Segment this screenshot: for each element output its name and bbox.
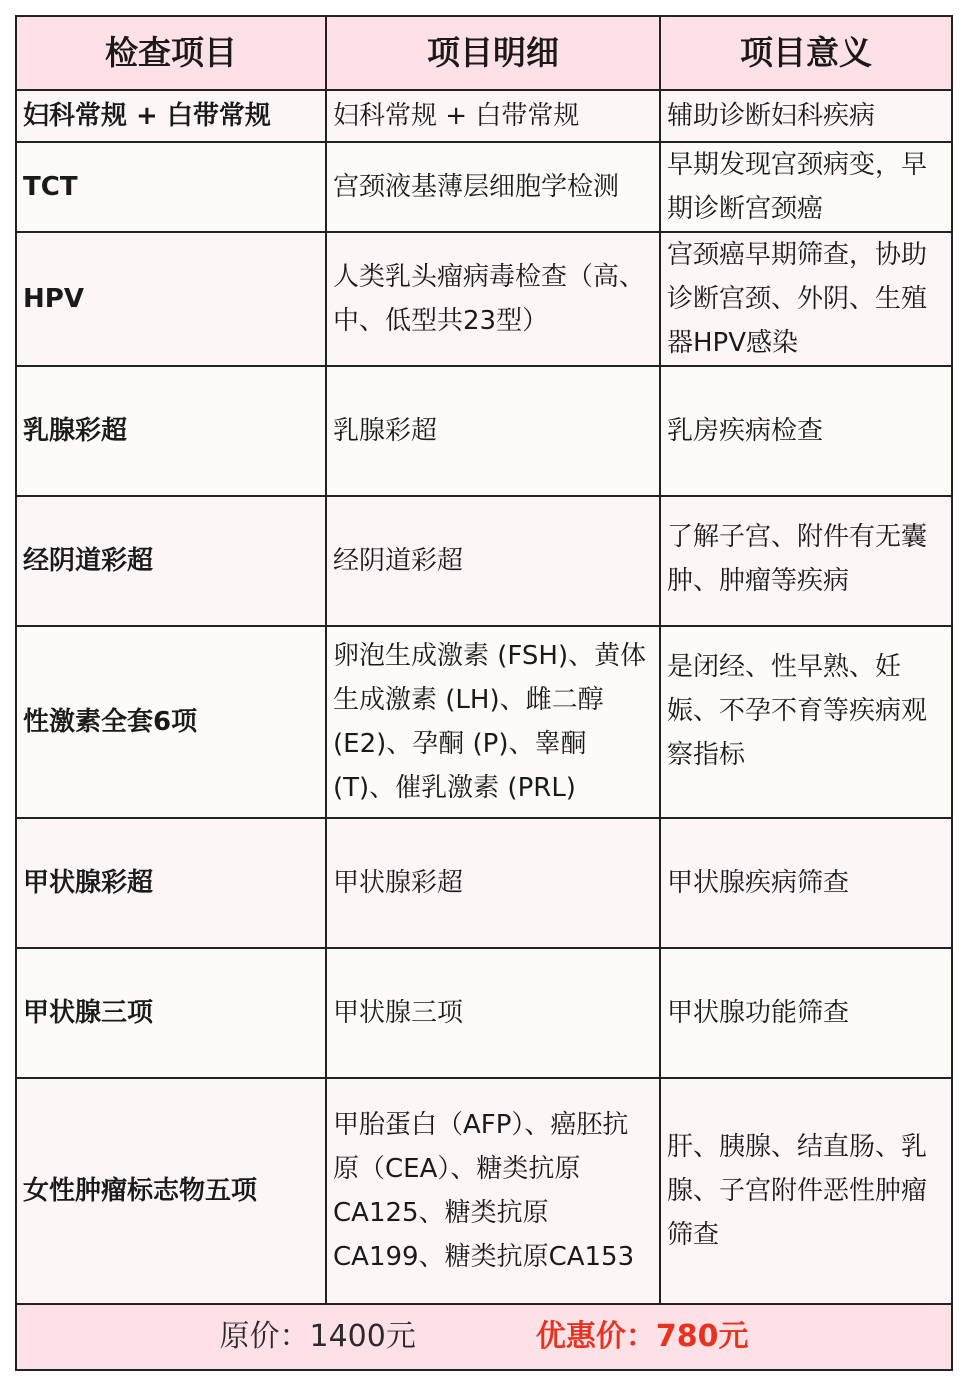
item-name: 乳腺彩超 — [16, 366, 326, 496]
item-name: 经阴道彩超 — [16, 496, 326, 626]
table-row — [16, 948, 952, 1078]
header-meaning: 项目意义 — [660, 16, 952, 90]
original-price: 原价：1400元 — [219, 1319, 416, 1354]
table-row — [16, 626, 952, 818]
item-meaning: 是闭经、性早熟、妊娠、不孕不育等疾病观察指标 — [660, 626, 952, 818]
item-detail: 宫颈液基薄层细胞学检测 — [326, 142, 660, 232]
item-name: TCT — [16, 142, 326, 232]
table-row — [16, 142, 952, 232]
table-row — [16, 496, 952, 626]
header-row — [16, 16, 952, 90]
item-name: 女性肿瘤标志物五项 — [16, 1078, 326, 1304]
price-cell — [16, 1304, 952, 1370]
header-detail: 项目明细 — [326, 16, 660, 90]
item-name: 性激素全套6项 — [16, 626, 326, 818]
table-row — [16, 232, 952, 366]
table-row — [16, 90, 952, 142]
price-row — [16, 1304, 952, 1370]
item-meaning: 甲状腺疾病筛查 — [660, 818, 952, 948]
item-detail: 乳腺彩超 — [326, 366, 660, 496]
item-meaning: 辅助诊断妇科疾病 — [660, 90, 952, 142]
item-meaning: 了解子宫、附件有无囊肿、肿瘤等疾病 — [660, 496, 952, 626]
item-detail: 经阴道彩超 — [326, 496, 660, 626]
item-detail: 卵泡生成激素 (FSH)、黄体生成激素 (LH)、雌二醇 (E2)、孕酮 (P)、睾酮 (T)、催乳激素 (PRL) — [326, 626, 660, 818]
item-meaning: 乳房疾病检查 — [660, 366, 952, 496]
item-detail: 甲状腺三项 — [326, 948, 660, 1078]
item-meaning: 肝、胰腺、结直肠、乳腺、子宫附件恶性肿瘤筛查 — [660, 1078, 952, 1304]
table-row — [16, 366, 952, 496]
table-row — [16, 818, 952, 948]
item-name: 甲状腺三项 — [16, 948, 326, 1078]
checkup-table — [15, 15, 953, 1371]
table-row — [16, 1078, 952, 1304]
item-name: 妇科常规 + 白带常规 — [16, 90, 326, 142]
header-item: 检查项目 — [16, 16, 326, 90]
item-detail: 甲状腺彩超 — [326, 818, 660, 948]
item-meaning: 甲状腺功能筛查 — [660, 948, 952, 1078]
item-meaning: 早期发现宫颈病变，早期诊断宫颈癌 — [660, 142, 952, 232]
promo-price: 优惠价：780元 — [535, 1319, 749, 1354]
item-name: HPV — [16, 232, 326, 366]
item-name: 甲状腺彩超 — [16, 818, 326, 948]
item-detail: 人类乳头瘤病毒检查（高、中、低型共23型） — [326, 232, 660, 366]
item-meaning: 宫颈癌早期筛查，协助诊断宫颈、外阴、生殖器HPV感染 — [660, 232, 952, 366]
item-detail: 甲胎蛋白（AFP）、癌胚抗原（CEA）、糖类抗原CA125、糖类抗原CA199、糖类抗原CA153 — [326, 1078, 660, 1304]
item-detail: 妇科常规 + 白带常规 — [326, 90, 660, 142]
